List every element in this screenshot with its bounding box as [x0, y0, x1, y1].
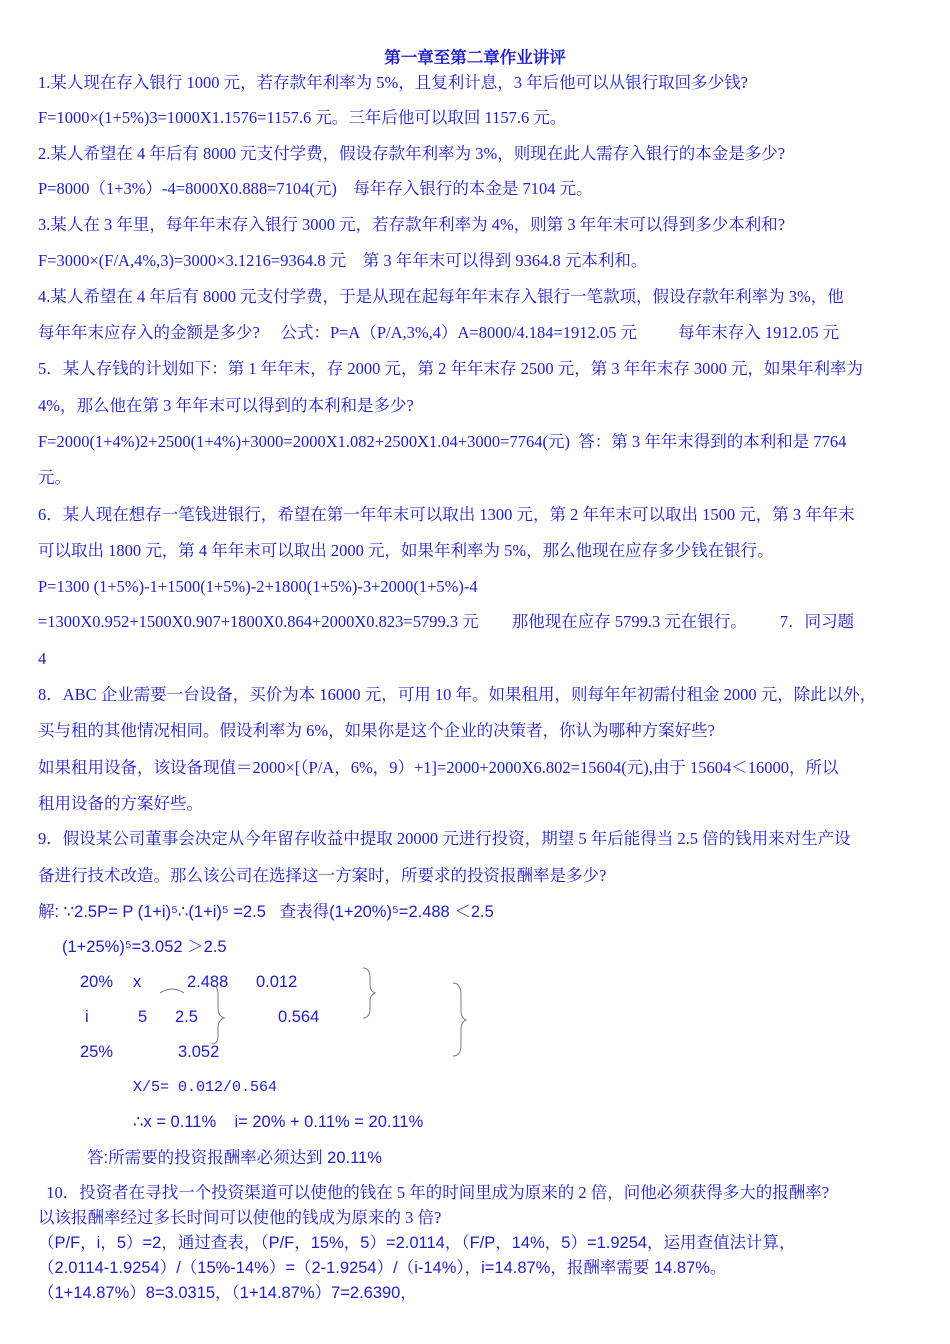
q9-table-cell: 2.5 — [175, 1008, 198, 1026]
q9-ratio: X/5= 0.012/0.564 — [133, 1079, 278, 1096]
q8-answer-line2: 租用设备的方案好些。 — [38, 794, 203, 813]
q4-question-line1: 4.某人希望在 4 年后有 8000 元支付学费，于是从现在起每年年末存入银行一笔款项，假设存款年利率为 3%，他 — [38, 287, 844, 306]
q9-table-cell: i — [85, 1008, 89, 1026]
q9-table-cell: 5 — [138, 1008, 148, 1026]
q6-answer-line2: =1300X0.952+1500X0.907+1800X0.864+2000X0.823=5799.3 元 那他现在应存 5799.3 元在银行。 7．同习题 — [38, 612, 855, 631]
q5-question-line1: 5．某人存钱的计划如下：第 1 年年末，存 2000 元，第 2 年年末存 2500 元，第 3 年年末存 3000 元，如果年利率为 — [38, 359, 863, 378]
q4-question-line2: 每年年末应存入的金额是多少? 公式：P=A（P/A,3%,4）A=8000/4.184=1912.05 元 每年末存入 1912.05 元 — [38, 323, 840, 342]
q1-answer: F=1000×(1+5%)3=1000X1.1576=1157.6 元。三年后他可以取回 1157.6 元。 — [38, 108, 567, 127]
q9-conclusion: 答:所需要的投资报酬率必须达到 20.11% — [87, 1149, 382, 1167]
q9-question-line1: 9．假设某公司董事会决定从今年留存收益中提取 20000 元进行投资，期望 5 年后能得当 2.5 倍的钱用来对生产设 — [38, 829, 851, 848]
q6-question-line1: 6．某人现在想存一笔钱进银行，希望在第一年年末可以取出 1300 元，第 2 年年末可以取出 1500 元，第 3 年年末 — [38, 505, 855, 524]
value-brace-large — [453, 983, 466, 1056]
q5-answer-line1: F=2000(1+4%)2+2500(1+4%)+3000=2000X1.082+2500X1.04+3000=7764(元) 答：第 3 年年末得到的本利和是 7764 — [38, 432, 847, 451]
q9-question-line2: 备进行技术改造。那么该公司在选择这一方案时，所要求的投资报酬率是多少? — [38, 866, 607, 885]
q2-question: 2.某人希望在 4 年后有 8000 元支付学费，假设存款年利率为 3%，则现在此人需存入银行的本金是多少? — [38, 144, 786, 163]
q1-question: 1.某人现在存入银行 1000 元，若存款年利率为 5%，且复利计息，3 年后他可以从银行取回多少钱? — [38, 73, 748, 92]
q9-table-cell: x — [133, 973, 142, 991]
q9-solution-line1: 解: ∵2.5P= P (1+i)⁵∴(1+i)⁵ =2.5 查表得(1+20%)⁵=2.488 ＜2.5 — [38, 903, 494, 921]
q8-answer-line1: 如果租用设备，该设备现值＝2000×[（P/A，6%，9）+1]=2000+2000X6.802=15604(元),由于 15604＜16000，所以 — [38, 758, 839, 777]
page-title: 第一章至第二章作业讲评 — [384, 48, 566, 67]
q9-table-cell: 20% — [80, 973, 114, 991]
q3-answer: F=3000×(F/A,4%,3)=3000×3.1216=9364.8 元 第 3 年年末可以得到 9364.8 元本利和。 — [38, 251, 648, 270]
q10-question-line1: 10．投资者在寻找一个投资渠道可以使他的钱在 5 年的时间里成为原来的 2 倍，问他必须获得多大的报酬率? — [38, 1183, 830, 1202]
q6-question-line2: 可以取出 1800 元，第 4 年年末可以取出 2000 元，如果年利率为 5%，那么他现在应存多少钱在银行。 — [38, 541, 774, 560]
q10-answer-line2: （2.0114-1.9254）/（15%-14%）=（2-1.9254）/（i-14%），i=14.87%，报酬率需要 14.87%。 — [38, 1259, 727, 1277]
value-brace-small — [363, 968, 375, 1018]
q5-question-line2: 4%，那么他在第 3 年年末可以得到的本利和是多少? — [38, 396, 414, 415]
q10-answer-line1: （P/F，i，5）=2，通过查表，（P/F，15%，5）=2.0114，（F/P，14%，5）=1.9254，运用查值法计算， — [38, 1234, 796, 1252]
q9-solution-line2: (1+25%)⁵=3.052 ＞2.5 — [62, 938, 227, 956]
q9-table-cell: 0.564 — [278, 1008, 320, 1026]
q10-answer-line3: （1+14.87%）8=3.0315，（1+14.87%）7=2.6390， — [38, 1284, 417, 1302]
inner-brace-top — [160, 989, 184, 993]
q9-table-cell: 25% — [80, 1043, 114, 1061]
q6-answer-line1: P=1300 (1+5%)-1+1500(1+5%)-2+1800(1+5%)-3+2000(1+5%)-4 — [38, 577, 478, 596]
q6-answer-line3: 4 — [38, 649, 47, 668]
q9-table-cell: 3.052 — [178, 1043, 220, 1061]
q3-question: 3.某人在 3 年里，每年年末存入银行 3000 元，若存款年利率为 4%，则第 3 年年末可以得到多少本利和? — [38, 215, 786, 234]
q8-question-line2: 买与租的其他情况相同。假设利率为 6%，如果你是这个企业的决策者，你认为哪种方案好些? — [38, 721, 715, 740]
q8-question-line1: 8．ABC 企业需要一台设备，买价为本 16000 元，可用 10 年。如果租用，则每年年初需付租金 2000 元，除此以外， — [38, 685, 877, 704]
inner-brace-right — [212, 985, 224, 1044]
q2-answer: P=8000（1+3%）-4=8000X0.888=7104(元) 每年存入银行的本金是 7104 元。 — [38, 179, 593, 198]
q9-result: ∴x = 0.11% i= 20% + 0.11% = 20.11% — [133, 1113, 424, 1131]
q10-question-line2: 以该报酬率经过多长时间可以使他的钱成为原来的 3 倍? — [38, 1208, 442, 1227]
q9-table-cell: 0.012 — [256, 973, 298, 991]
q5-answer-line2: 元。 — [38, 468, 71, 487]
q9-table-cell: 2.488 — [187, 973, 229, 991]
